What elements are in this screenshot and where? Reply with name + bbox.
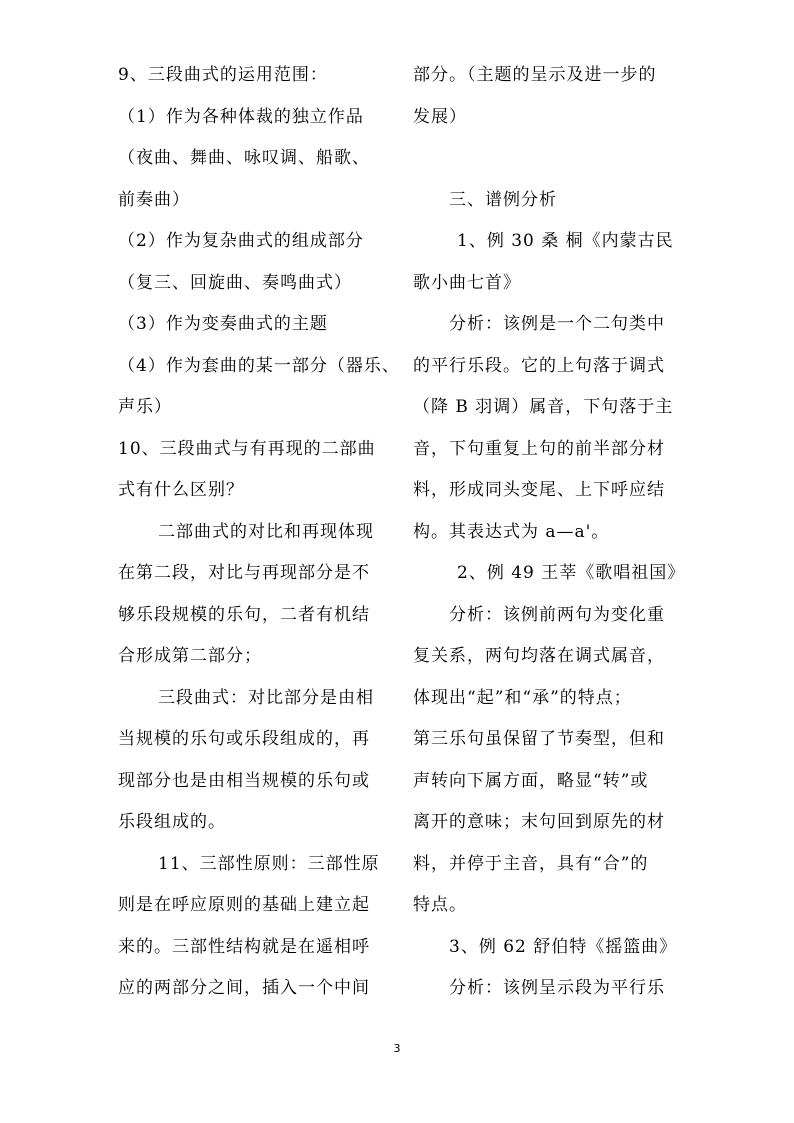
left-text-line: （3）作为变奏曲式的主题 (118, 314, 328, 334)
right-text-line: 部分。（主题的呈示及进一步的 (413, 65, 657, 85)
page-number: 3 (393, 1042, 401, 1055)
left-text-line: 合形成第二部分； (118, 646, 262, 666)
left-text-line: 二部曲式的对比和再现体现 (158, 521, 374, 542)
left-text-line: 现部分也是由相当规模的乐句或 (118, 770, 370, 791)
left-text-line: 式有什么区别？ (118, 480, 244, 500)
right-text-line: 1、例 30 桑 桐《内蒙古民 (457, 231, 674, 251)
right-text-line: 的平行乐段。它的上句落于调式 (413, 355, 665, 376)
left-text-line: 够乐段规模的乐句，二者有机结 (118, 604, 370, 625)
right-text-line: 离开的意味；末句回到原先的材 (413, 812, 665, 832)
right-column (413, 55, 688, 1010)
right-text-line: 分析：该例前两句为变化重 (449, 604, 665, 625)
right-text-line: 声转向下属方面，略显“转”或 (413, 770, 649, 791)
right-text-line: 构。其表达式为 a—a'。 (413, 521, 610, 542)
left-text-line: 10、三段曲式与有再现的二部曲 (118, 438, 376, 459)
right-text-line: 3、例 62 舒伯特《摇篮曲》 (449, 936, 678, 957)
left-text-line: 来的。三部性结构就是在遥相呼 (118, 936, 370, 957)
left-text-line: （复三、回旋曲、奏鸣曲式） (118, 272, 352, 293)
right-text-line: 三、谱例分析 (449, 189, 557, 210)
right-blank-line (413, 138, 688, 180)
left-text-line: 当规模的乐句或乐段组成的，再 (118, 729, 370, 749)
right-text-line: 歌小曲七首》 (413, 272, 521, 293)
left-text-line: （夜曲、舞曲、咏叹调、船歌、 (118, 148, 370, 168)
right-text-line: 音，下句重复上句的前半部分材 (413, 438, 665, 459)
left-text-line: 三段曲式：对比部分是由相 (158, 687, 374, 708)
left-text-line: 11、三部性原则：三部性原 (158, 853, 380, 874)
right-text-line: 特点。 (413, 895, 467, 915)
right-text-line: 分析：该例呈示段为平行乐 (449, 978, 665, 998)
right-text-line: 第三乐句虽保留了节奏型，但和 (413, 729, 665, 749)
right-text-line: 复关系，两句均落在调式属音， (413, 646, 665, 666)
left-text-line: （4）作为套曲的某一部分（器乐、 (118, 355, 400, 376)
left-text-line: 乐段组成的。 (118, 812, 226, 832)
left-text-line: （1）作为各种体裁的独立作品 (118, 106, 364, 127)
right-text-line: 分析：该例是一个二句类中 (449, 314, 665, 334)
left-text-line: 在第二段，对比与再现部分是不 (118, 563, 370, 583)
left-text-line: 声乐） (118, 397, 172, 417)
right-text-line: 体现出“起”和“承”的特点； (413, 687, 632, 708)
left-column (118, 55, 400, 1010)
right-text-line: 2、例 49 王莘《歌唱祖国》 (457, 563, 686, 583)
left-text-line: 前奏曲） (118, 189, 190, 210)
right-text-line: 料，并停于主音，具有“合”的 (413, 853, 649, 874)
left-text-line: 则是在呼应原则的基础上建立起 (118, 895, 370, 915)
left-text-line: （2）作为复杂曲式的组成部分 (118, 231, 364, 251)
left-text-line: 应的两部分之间，插入一个中间 (118, 978, 370, 998)
right-text-line: 料，形成同头变尾、上下呼应结 (413, 480, 665, 500)
right-text-line: （降 B 羽调）属音，下句落于主 (413, 397, 674, 417)
left-text-line: 9、三段曲式的运用范围： (118, 65, 328, 85)
right-text-line: 发展） (413, 106, 467, 127)
